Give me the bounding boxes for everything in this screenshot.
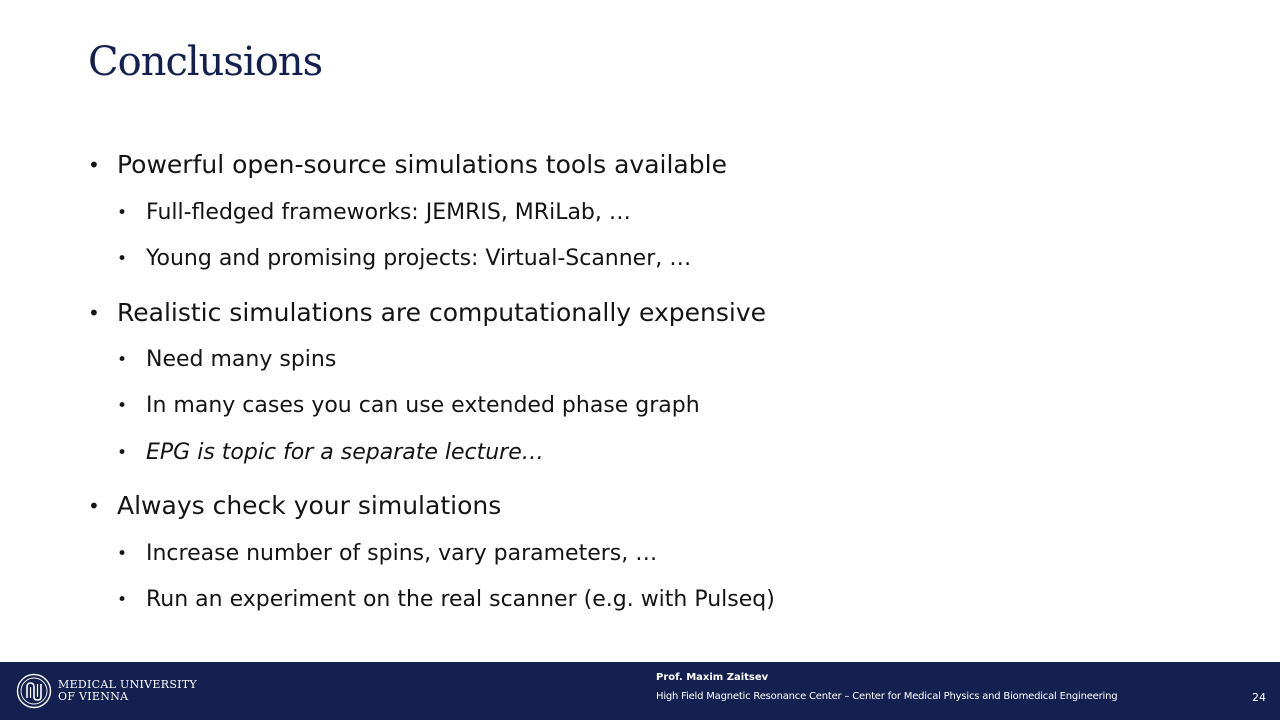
sub-bullet-item xyxy=(117,440,544,466)
page-number: 24 xyxy=(1252,691,1266,704)
sub-bullet-text: Full-fledged frameworks: JEMRIS, MRiLab, … xyxy=(146,200,631,225)
sub-bullet-item xyxy=(117,541,657,567)
bullet-dot-icon: • xyxy=(117,350,128,370)
bullet-dot-icon: • xyxy=(88,301,100,325)
sub-bullet-text: Increase number of spins, vary parameters, … xyxy=(146,541,658,566)
bullet-text: Realistic simulations are computationally expensive xyxy=(117,298,767,327)
bullet-text: Powerful open-source simulations tools available xyxy=(117,150,727,179)
bullet-dot-icon: • xyxy=(117,544,128,564)
sub-bullet-text: EPG is topic for a separate lecture… xyxy=(146,440,544,465)
sub-bullet-item xyxy=(117,393,700,419)
bullet-item xyxy=(88,150,727,180)
bullet-item xyxy=(88,298,766,328)
university-name-line1: MEDICAL UNIVERSITY xyxy=(58,678,197,691)
bullet-dot-icon: • xyxy=(117,396,128,416)
bullet-dot-icon: • xyxy=(88,153,100,177)
bullet-dot-icon: • xyxy=(117,443,128,463)
bullet-dot-icon: • xyxy=(88,494,100,518)
university-name-line2: OF VIENNA xyxy=(58,690,129,703)
bullet-item xyxy=(88,491,501,521)
sub-bullet-item xyxy=(117,246,691,272)
bullet-list xyxy=(88,0,1188,660)
bullet-dot-icon: • xyxy=(117,203,128,223)
sub-bullet-item xyxy=(117,587,775,613)
bullet-dot-icon: • xyxy=(117,249,128,269)
presenter-name: Prof. Maxim Zaitsev xyxy=(656,672,769,683)
footer-bar xyxy=(0,662,1280,720)
university-name xyxy=(58,679,197,703)
sub-bullet-text: Need many spins xyxy=(146,347,337,372)
affiliation-text: High Field Magnetic Resonance Center – Center for Medical Physics and Biomedical Engineering xyxy=(656,691,1118,702)
bullet-text: Always check your simulations xyxy=(117,491,502,520)
sub-bullet-item xyxy=(117,200,631,226)
slide-title: Conclusions xyxy=(88,39,323,85)
sub-bullet-text: Run an experiment on the real scanner (e.g. with Pulseq) xyxy=(146,587,775,612)
university-seal-icon xyxy=(16,673,52,709)
sub-bullet-text: In many cases you can use extended phase graph xyxy=(146,393,700,418)
sub-bullet-text: Young and promising projects: Virtual-Scanner, … xyxy=(146,246,692,271)
sub-bullet-item xyxy=(117,347,336,373)
bullet-dot-icon: • xyxy=(117,590,128,610)
